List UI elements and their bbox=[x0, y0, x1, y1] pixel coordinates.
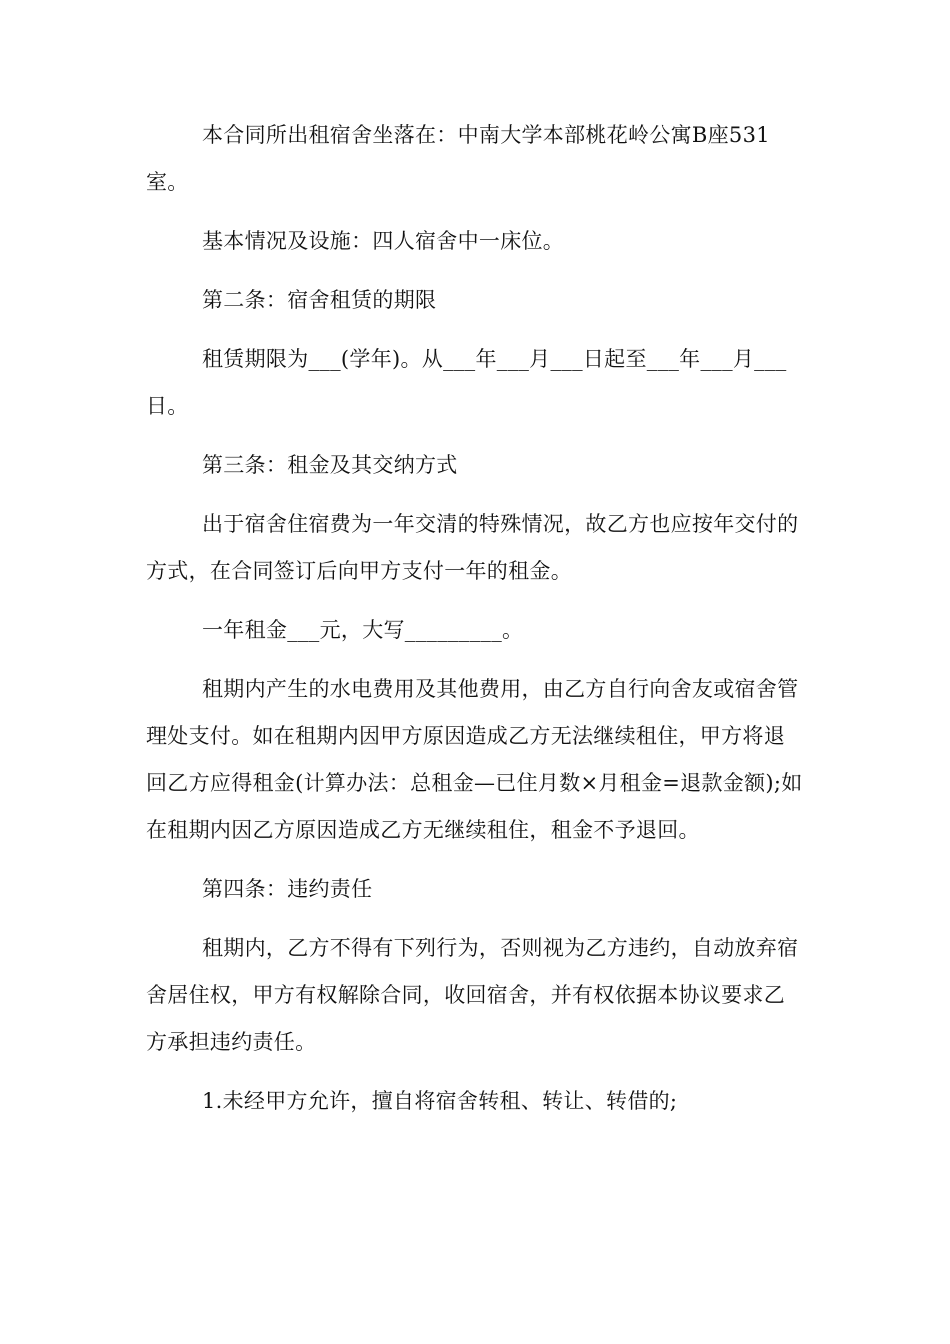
article-3-heading: 第三条：租金及其交纳方式 bbox=[202, 453, 458, 477]
article-2-heading: 第二条：宿舍租赁的期限 bbox=[202, 288, 437, 312]
lease-term-paragraph: 租赁期限为___(学年)。从___年___月___日起至___年___月___日。 bbox=[146, 347, 787, 418]
facilities-paragraph: 基本情况及设施：四人宿舍中一床位。 bbox=[202, 229, 565, 253]
location-paragraph: 本合同所出租宿舍坐落在：中南大学本部桃花岭公寓B座531室。 bbox=[146, 123, 770, 194]
breach-item-1: 1.未经甲方允许，擅自将宿舍转租、转让、转借的; bbox=[202, 1089, 678, 1113]
article-4-heading: 第四条：违约责任 bbox=[202, 877, 373, 901]
breach-paragraph: 租期内，乙方不得有下列行为，否则视为乙方违约，自动放弃宿舍居住权，甲方有权解除合同，收回宿舍，并有权依据本协议要求乙方承担违约责任。 bbox=[146, 936, 799, 1054]
annual-rent-paragraph: 一年租金___元，大写_________。 bbox=[202, 618, 524, 642]
utilities-refund-paragraph: 租期内产生的水电费用及其他费用，由乙方自行向舍友或宿舍管理处支付。如在租期内因甲方原因造成乙方无法继续租住，甲方将退回乙方应得租金(计算办法：总租金—已住月数×月租金=退款金额);如在租期内因乙方原因造成乙方无继续租住，租金不予退回。 bbox=[146, 677, 803, 842]
document-body bbox=[146, 112, 806, 1125]
payment-method-paragraph: 出于宿舍住宿费为一年交清的特殊情况，故乙方也应按年交付的方式，在合同签订后向甲方支付一年的租金。 bbox=[146, 512, 799, 583]
